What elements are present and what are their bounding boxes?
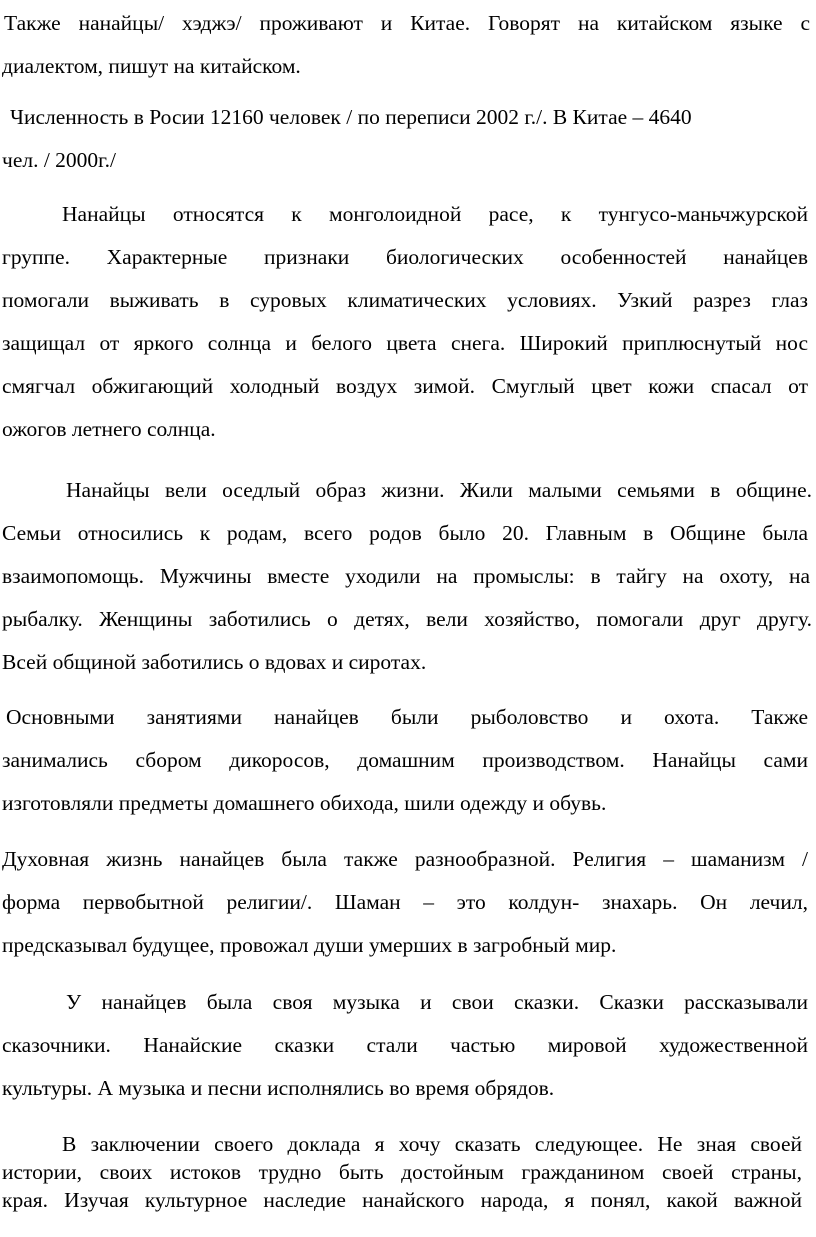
paragraph-music-tales <box>0 981 816 1110</box>
text-line: Также нанайцы/ хэджэ/ проживают и Китае. Говорят на китайском языке с <box>4 11 810 35</box>
paragraph-lifestyle <box>0 469 816 684</box>
paragraph-occupations <box>0 696 816 825</box>
text-line: диалектом, пишут на китайском. <box>2 54 301 78</box>
text-line: предсказывал будущее, провожал души умерших в загробный мир. <box>2 933 617 957</box>
text-line: Всей общиной заботились о вдовах и сиротах. <box>2 650 427 674</box>
text-line: Нанайцы вели оседлый образ жизни. Жили малыми семьями в общине. <box>66 478 812 502</box>
text-line: форма первобытной религии/. Шаман – это колдун- знахарь. Он лечил, <box>2 890 808 914</box>
text-line: помогали выживать в суровых климатических условиях. Узкий разрез глаз <box>2 288 808 312</box>
text-line: культуры. А музыка и песни исполнялись во время обрядов. <box>2 1076 555 1100</box>
text-line: сказочники. Нанайские сказки стали частью мировой художественной <box>2 1033 808 1057</box>
text-line: взаимопомощь. Мужчины вместе уходили на промыслы: в тайгу на охоту, на <box>2 564 810 588</box>
text-line: рыбалку. Женщины заботились о детях, вели хозяйство, помогали друг другу. <box>2 607 812 631</box>
text-line: истории, своих истоков трудно быть достойным гражданином своей страны, <box>2 1160 802 1184</box>
text-line: защищал от яркого солнца и белого цвета снега. Широкий приплюснутый нос <box>2 331 808 355</box>
text-line: чел. / 2000г./ <box>2 148 116 172</box>
text-line: изготовляли предметы домашнего обихода, шили одежду и обувь. <box>2 791 607 815</box>
text-line: Нанайцы относятся к монголоидной расе, к тунгусо-маньчжурской <box>62 202 808 226</box>
text-line: У нанайцев была своя музыка и свои сказки. Сказки рассказывали <box>66 990 808 1014</box>
paragraph-population <box>0 96 816 182</box>
paragraph-conclusion <box>0 1130 816 1214</box>
text-line: Основными занятиями нанайцев были рыболовство и охота. Также <box>6 705 808 729</box>
text-line: группе. Характерные признаки биологических особенностей нанайцев <box>2 245 808 269</box>
text-line: смягчал обжигающий холодный воздух зимой. Смуглый цвет кожи спасал от <box>2 374 808 398</box>
paragraph-race <box>0 193 816 451</box>
text-line: Духовная жизнь нанайцев была также разнообразной. Религия – шаманизм / <box>2 847 808 871</box>
text-line: Численность в Росии 12160 человек / по переписи 2002 г./. В Китае – 4640 <box>10 105 692 129</box>
text-line: ожогов летнего солнца. <box>2 417 216 441</box>
text-line: В заключении своего доклада я хочу сказать следующее. Не зная своей <box>62 1132 802 1156</box>
text-line: Семьи относились к родам, всего родов было 20. Главным в Общине была <box>2 521 808 545</box>
text-line: занимались сбором дикоросов, домашним производством. Нанайцы сами <box>2 748 808 772</box>
paragraph-china <box>0 2 816 88</box>
text-line: края. Изучая культурное наследие нанайского народа, я понял, какой важной <box>2 1188 802 1212</box>
paragraph-spiritual-life <box>0 838 816 967</box>
